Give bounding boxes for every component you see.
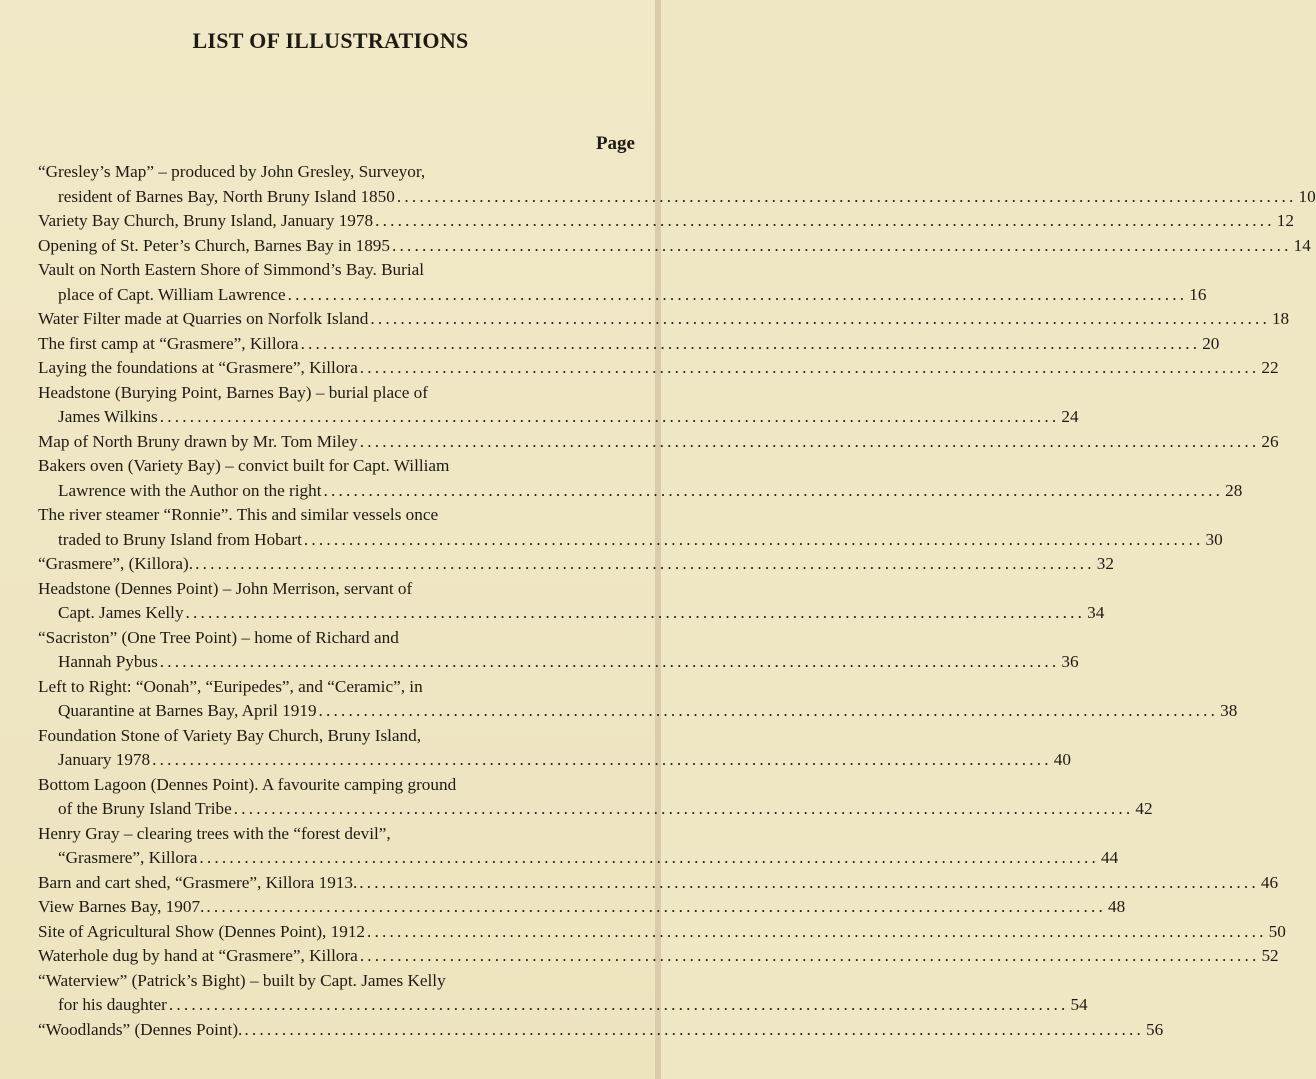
dot-leader: ........................................................................................................................ (159, 652, 1060, 671)
list-item (38, 773, 1153, 822)
entry-caption: Laying the foundations at “Grasmere”, Killora (38, 358, 358, 377)
entry-caption: “Sacriston” (One Tree Point) – home of Richard and (38, 627, 399, 647)
dot-leader: ........................................................................................................................ (185, 603, 1086, 622)
list-item (38, 258, 1207, 307)
entry-page-number: 12 (1276, 211, 1294, 230)
dot-leader: ........................................................................................................................ (244, 1019, 1144, 1039)
entry-caption: place of Capt. William Lawrence (58, 284, 286, 304)
list-item (38, 724, 1071, 773)
list-item (38, 552, 1114, 577)
entry-caption: Bottom Lagoon (Dennes Point). A favourite camping ground (38, 774, 457, 794)
dot-leader: ........................................................................................................................ (195, 554, 1095, 573)
entry-page-number: 28 (1225, 480, 1243, 500)
entry-caption: Barn and cart shed, “Grasmere”, Killora 1913. (38, 872, 358, 892)
list-item (38, 675, 1238, 724)
list-item (38, 871, 1279, 896)
entry-caption: Left to Right: “Oonah”, “Euripedes”, and “Ceramic”, in (38, 676, 423, 696)
entry-line (38, 797, 1153, 822)
entry-page-number: 44 (1100, 848, 1119, 867)
entry-caption: Lawrence with the Author on the right (58, 480, 322, 500)
dot-leader: ........................................................................................................................ (168, 995, 1069, 1014)
entry-caption: Headstone (Dennes Point) – John Merrison, servant of (38, 578, 413, 598)
entry-caption: January 1978 (58, 750, 151, 769)
entry-line (38, 479, 1243, 504)
entry-line (38, 430, 1279, 455)
dot-leader: ........................................................................................................................ (323, 480, 1224, 500)
entry-page-number: 50 (1268, 921, 1286, 941)
entry-caption: Map of North Bruny drawn by Mr. Tom Miley (38, 431, 358, 451)
entry-line (38, 307, 1290, 332)
dot-leader: ........................................................................................................................ (359, 358, 1260, 377)
entry-line (38, 332, 1220, 357)
dot-leader: ........................................................................................................................ (396, 186, 1297, 206)
entry-page-number: 40 (1053, 750, 1071, 769)
entry-caption: Site of Agricultural Show (Dennes Point), 1912 (38, 921, 366, 941)
entry-line (38, 993, 1088, 1018)
entry-caption: View Barnes Bay, 1907. (38, 897, 205, 916)
entry-line (38, 552, 1114, 577)
entry-caption: The river steamer “Ronnie”. This and similar vessels once (38, 505, 439, 524)
entry-caption: Headstone (Burying Point, Barnes Bay) – burial place of (38, 382, 428, 402)
entry-page-number: 56 (1145, 1019, 1164, 1039)
entry-caption: Water Filter made at Quarries on Norfolk Island (38, 309, 369, 328)
dot-leader: ........................................................................................................................ (206, 897, 1106, 916)
entry-caption: Opening of St. Peter’s Church, Barnes Bay in 1895 (38, 235, 390, 255)
entry-page-number: 10 (1298, 186, 1316, 206)
entry-line (38, 871, 1279, 896)
dot-leader: ........................................................................................................................ (370, 309, 1270, 328)
entry-line (38, 234, 1311, 259)
entry-line (38, 405, 1079, 430)
dot-leader: ........................................................................................................................ (152, 750, 1052, 769)
entry-page-number: 22 (1261, 358, 1279, 377)
list-item (38, 307, 1290, 332)
entry-caption: Bakers oven (Variety Bay) – convict built for Capt. William (38, 456, 450, 475)
entry-caption: Capt. James Kelly (58, 603, 184, 622)
entry-caption: resident of Barnes Bay, North Bruny Island 1850 (58, 186, 395, 206)
entry-caption: Variety Bay Church, Bruny Island, January 1978 (38, 211, 374, 230)
entry-page-number: 26 (1261, 431, 1279, 451)
dot-leader: ........................................................................................................................ (159, 407, 1060, 426)
dot-leader: ........................................................................................................................ (303, 529, 1204, 549)
dot-leader: ........................................................................................................................ (199, 848, 1099, 867)
dot-leader: ........................................................................................................................ (300, 333, 1201, 353)
dot-leader: ........................................................................................................................ (367, 921, 1267, 941)
entry-page-number: 36 (1061, 652, 1079, 671)
entry-caption: for his daughter (58, 995, 167, 1014)
entry-caption: James Wilkins (58, 407, 158, 426)
entry-caption: Henry Gray – clearing trees with the “forest devil”, (38, 823, 391, 843)
entry-page-number: 24 (1061, 407, 1079, 426)
list-item (38, 895, 1126, 920)
list-item (38, 822, 1119, 871)
dot-leader: ........................................................................................................................ (391, 235, 1292, 255)
illustrations-list (38, 160, 1316, 1042)
entry-caption: Foundation Stone of Variety Bay Church, Bruny Island, (38, 725, 422, 745)
entry-line (38, 356, 1279, 381)
dot-leader: ........................................................................................................................ (359, 946, 1260, 965)
entry-caption: traded to Bruny Island from Hobart (58, 529, 302, 549)
list-item (38, 430, 1279, 455)
entry-page-number: 52 (1261, 946, 1279, 965)
dot-leader: ........................................................................................................................ (233, 799, 1134, 818)
list-item (38, 1018, 1164, 1043)
entry-page-number: 16 (1189, 284, 1207, 304)
list-item (38, 626, 1079, 675)
entry-page-number: 30 (1205, 529, 1223, 549)
entry-page-number: 48 (1107, 897, 1126, 916)
dot-leader: ........................................................................................................................ (287, 284, 1188, 304)
entry-caption: Vault on North Eastern Shore of Simmond’s Bay. Burial (38, 260, 425, 279)
dot-leader: ........................................................................................................................ (318, 701, 1219, 720)
entry-line (38, 944, 1279, 969)
entry-page-number: 20 (1202, 333, 1220, 353)
entry-line (38, 699, 1238, 724)
entry-caption: Hannah Pybus (58, 652, 158, 671)
entry-caption: “Grasmere”, (Killora). (38, 554, 194, 573)
entry-page-number: 14 (1293, 235, 1311, 255)
entry-caption: “Gresley’s Map” – produced by John Gresley, Surveyor, (38, 162, 426, 181)
dot-leader: ........................................................................................................................ (359, 872, 1259, 892)
list-item (38, 356, 1279, 381)
entry-line (38, 209, 1294, 234)
list-item (38, 209, 1294, 234)
entry-line (38, 185, 1316, 210)
list-item (38, 969, 1088, 1018)
entry-line (38, 650, 1079, 675)
entry-line (38, 846, 1119, 871)
list-item (38, 332, 1220, 357)
entry-page-number: 38 (1220, 701, 1238, 720)
list-item (38, 920, 1286, 945)
list-item (38, 160, 1316, 209)
entry-line (38, 748, 1071, 773)
entry-line (38, 920, 1286, 945)
list-item (38, 944, 1279, 969)
entry-caption: Waterhole dug by hand at “Grasmere”, Killora (38, 946, 358, 965)
entry-caption: “Woodlands” (Dennes Point). (38, 1019, 243, 1039)
list-item (38, 454, 1243, 503)
entry-page-number: 18 (1271, 309, 1290, 328)
entry-line (38, 283, 1207, 308)
entry-page-number: 42 (1135, 799, 1153, 818)
list-item (38, 577, 1105, 626)
entry-line (38, 895, 1126, 920)
list-item (38, 234, 1311, 259)
entry-page-number: 54 (1070, 995, 1088, 1014)
entry-caption: “Waterview” (Patrick’s Bight) – built by Capt. James Kelly (38, 970, 446, 990)
page-column-header: Page (595, 133, 635, 154)
list-item (38, 503, 1223, 552)
entry-caption: “Grasmere”, Killora (58, 848, 198, 867)
entry-line (38, 601, 1105, 626)
list-item (38, 381, 1079, 430)
dot-leader: ........................................................................................................................ (359, 431, 1260, 451)
entry-page-number: 34 (1087, 603, 1105, 622)
entry-page-number: 46 (1260, 872, 1279, 892)
entry-caption: of the Bruny Island Tribe (58, 799, 232, 818)
entry-line (38, 528, 1223, 553)
entry-page-number: 32 (1096, 554, 1114, 573)
page-title: LIST OF ILLUSTRATIONS (192, 28, 469, 53)
entry-caption: Quarantine at Barnes Bay, April 1919 (58, 701, 317, 720)
dot-leader: ........................................................................................................................ (375, 211, 1275, 230)
entry-line (38, 1018, 1164, 1043)
entry-caption: The first camp at “Grasmere”, Killora (38, 333, 299, 353)
